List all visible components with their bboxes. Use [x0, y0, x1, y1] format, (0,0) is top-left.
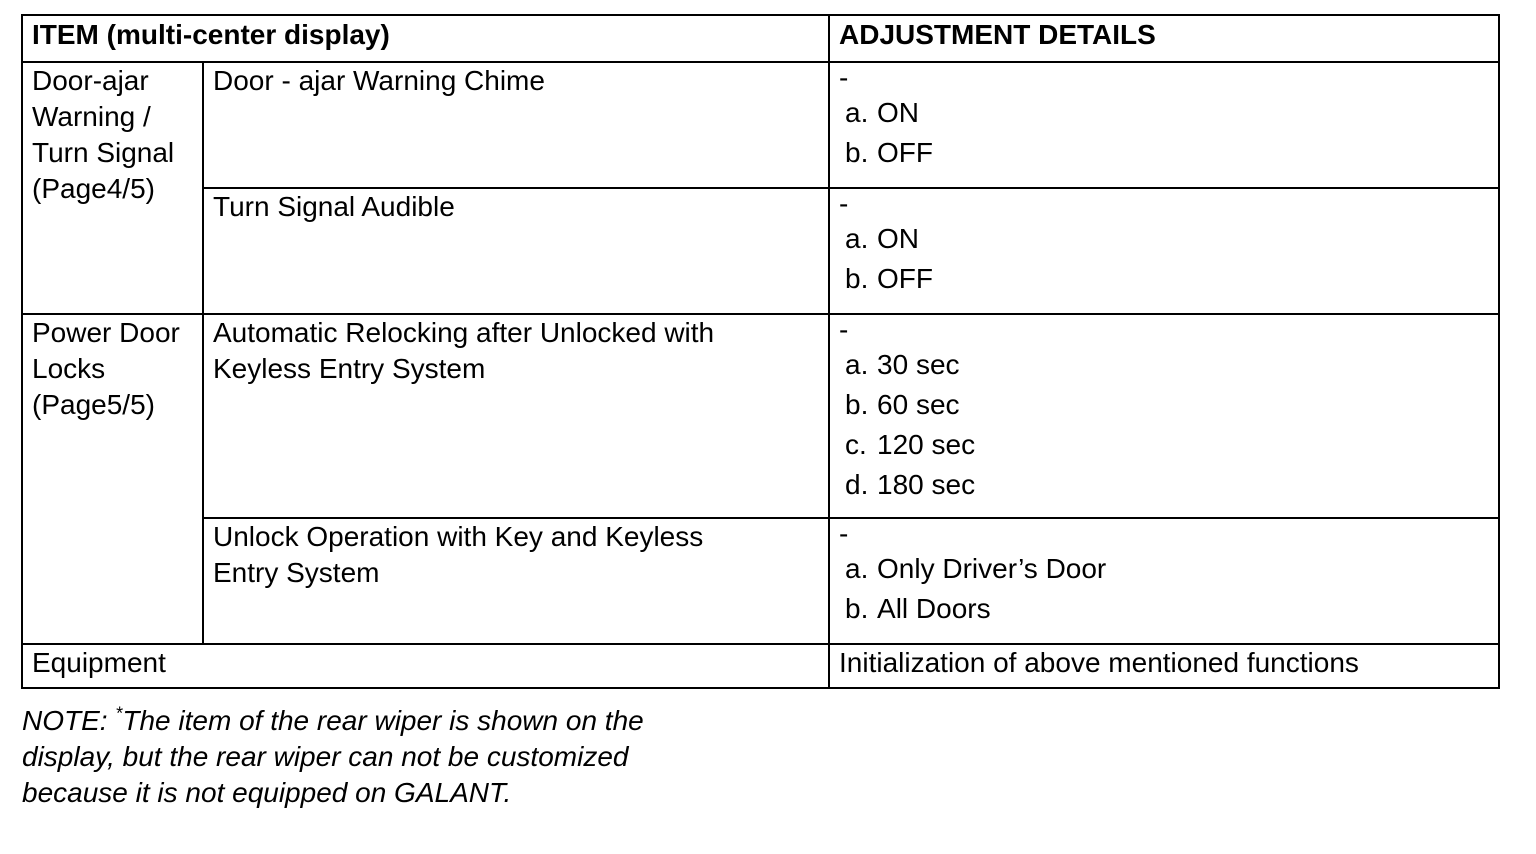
footnote-text: The item of the rear wiper is shown on the — [122, 705, 644, 736]
option-mark: b. — [845, 137, 869, 168]
setting-turn-signal-audible: Turn Signal Audible — [203, 188, 829, 314]
details-dash: - — [839, 314, 849, 345]
option-item — [839, 425, 1498, 465]
group-label-door-ajar — [22, 62, 203, 314]
option-mark: b. — [845, 389, 869, 420]
details-automatic-relocking — [829, 314, 1499, 518]
footnote — [22, 703, 722, 811]
option-item — [839, 549, 1498, 589]
header-adjustment-details: ADJUSTMENT DETAILS — [829, 15, 1499, 62]
option-text: OFF — [877, 263, 934, 294]
setting-unlock-operation — [203, 518, 829, 644]
group-label-line: Turn Signal — [32, 137, 175, 168]
option-text: Only Driver’s Door — [877, 553, 1107, 584]
option-mark: c. — [845, 429, 867, 460]
table-row — [22, 314, 1499, 518]
footnote-prefix: NOTE: — [22, 705, 116, 736]
option-mark: a. — [845, 223, 869, 254]
table-row — [22, 62, 1499, 188]
group-label-line: (Page5/5) — [32, 389, 155, 420]
group-label-line: Warning / — [32, 101, 151, 132]
table-header-row — [22, 15, 1499, 62]
option-item — [839, 133, 1498, 173]
footnote-line — [22, 703, 722, 739]
table-row — [22, 518, 1499, 644]
option-item — [839, 465, 1498, 505]
setting-line: Unlock Operation with Key and Keyless — [213, 521, 704, 552]
option-mark: a. — [845, 97, 869, 128]
option-item — [839, 259, 1498, 299]
option-item — [839, 385, 1498, 425]
option-item — [839, 345, 1498, 385]
setting-line: Entry System — [213, 557, 380, 588]
option-item — [839, 589, 1498, 629]
details-dash: - — [839, 62, 849, 93]
footnote-line: display, but the rear wiper can not be customized — [22, 741, 629, 772]
details-dash: - — [839, 188, 849, 219]
equipment-label: Equipment — [22, 644, 829, 688]
option-text: 120 sec — [877, 429, 976, 460]
option-text: All Doors — [877, 593, 991, 624]
option-mark: b. — [845, 263, 869, 294]
option-mark: b. — [845, 593, 869, 624]
group-label-line: Door-ajar — [32, 65, 149, 96]
setting-line: Automatic Relocking after Unlocked with — [213, 317, 715, 348]
details-unlock-operation — [829, 518, 1499, 644]
option-text: ON — [877, 97, 920, 128]
settings-table — [21, 14, 1500, 689]
details-turn-signal-audible — [829, 188, 1499, 314]
setting-line: Keyless Entry System — [213, 353, 486, 384]
group-label-power-door-locks — [22, 314, 203, 644]
option-text: 30 sec — [877, 349, 960, 380]
option-mark: a. — [845, 553, 869, 584]
setting-door-ajar-chime: Door - ajar Warning Chime — [203, 62, 829, 188]
details-dash: - — [839, 518, 849, 549]
group-label-line: Power Door — [32, 317, 180, 348]
header-item: ITEM (multi-center display) — [22, 15, 829, 62]
details-door-ajar-chime — [829, 62, 1499, 188]
option-text: 60 sec — [877, 389, 960, 420]
footnote-line: because it is not equipped on GALANT. — [22, 777, 512, 808]
option-text: ON — [877, 223, 920, 254]
option-item — [839, 93, 1498, 133]
table-row — [22, 644, 1499, 688]
option-mark: a. — [845, 349, 869, 380]
option-item — [839, 219, 1498, 259]
table-row — [22, 188, 1499, 314]
footnote-marker: * — [115, 703, 123, 724]
option-text: OFF — [877, 137, 934, 168]
equipment-details: Initialization of above mentioned functions — [829, 644, 1499, 688]
group-label-line: (Page4/5) — [32, 173, 155, 204]
group-label-line: Locks — [32, 353, 106, 384]
option-text: 180 sec — [877, 469, 976, 500]
setting-automatic-relocking — [203, 314, 829, 518]
option-mark: d. — [845, 469, 869, 500]
